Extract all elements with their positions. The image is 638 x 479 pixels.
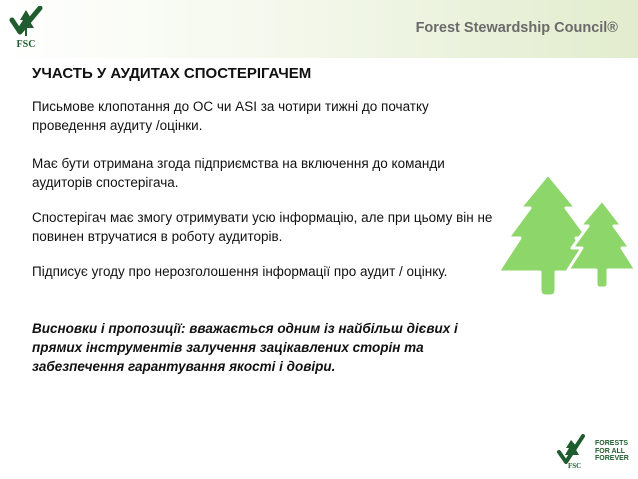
header-title: Forest Stewardship Council®	[415, 20, 618, 36]
footer-slogan-line-2: FOR ALL	[595, 447, 626, 455]
small-tree-icon	[568, 200, 636, 288]
fsc-logo	[6, 6, 46, 54]
paragraph-3: Спостерігач має змогу отримувати усю інформацію, але при цьому він не повинен втручатися в роботу аудиторів.	[32, 210, 493, 244]
fsc-logo-text: FSC	[16, 39, 36, 50]
footer-slogan	[595, 440, 637, 463]
paragraph-4: Підписує угоду про нерозголошення інформації про аудит / оцінку.	[32, 264, 448, 279]
paragraph-2: Має бути отримана згода підприємства на включення до команди аудиторів спостерігача.	[32, 156, 445, 190]
footer-slogan-line-1: FORESTS	[595, 440, 629, 447]
slide-title: УЧАСТЬ У АУДИТАХ СПОСТЕРІГАЧЕМ	[32, 65, 312, 82]
footer-slogan-line-3: FOREVER	[595, 455, 629, 462]
tree-illustration	[490, 172, 638, 302]
footer-fsc-text: FSC	[568, 462, 582, 470]
fsc-checkmark-tree-icon	[6, 6, 46, 40]
conclusion-paragraph: Висновки і пропозиції: вважається одним із найбільш дієвих і прямих інструментів залучення зацікавлених сторін та забезпечення гарантування якості і довіри.	[32, 321, 458, 374]
paragraph-1: Письмове клопотання до ОС чи ASI за чотири тижні до початку проведення аудиту /оцінки.	[32, 99, 429, 133]
